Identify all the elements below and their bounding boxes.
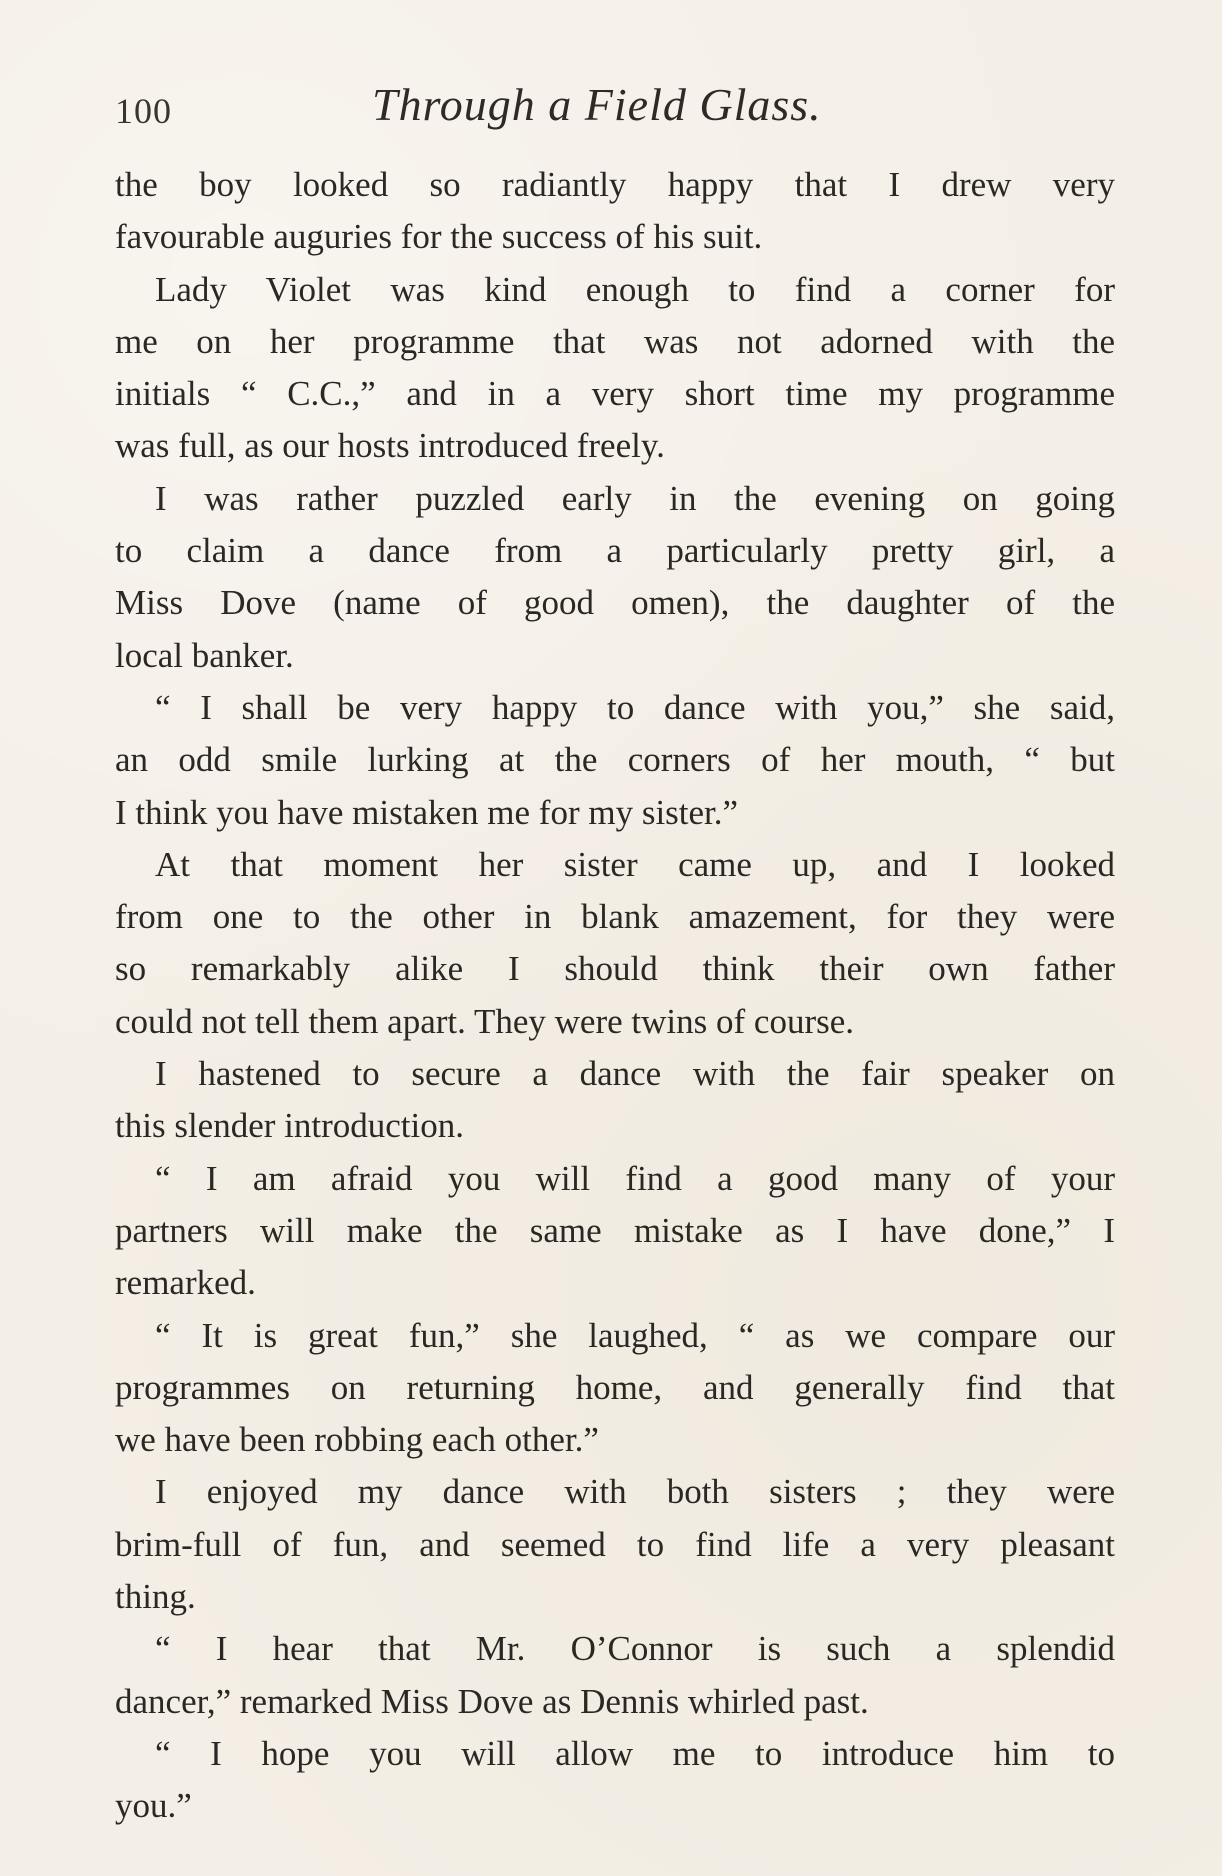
text-line: I think you have mistaken me for my sister.”: [115, 792, 739, 832]
text-line: remarked.: [115, 1263, 256, 1303]
text-line: “ I hear that Mr. O’Connor is such a splendid: [155, 1629, 1115, 1669]
text-line: I was rather puzzled early in the evening on going: [155, 478, 1115, 518]
text-line: At that moment her sister came up, and I looked: [155, 844, 1115, 884]
text-line: initials “ C.C.,” and in a very short time my programme: [115, 374, 1115, 414]
text-line: you.”: [115, 1786, 192, 1826]
page-number: 100: [115, 91, 172, 131]
body-text: [115, 159, 1115, 1833]
text-line: we have been robbing each other.”: [115, 1420, 599, 1460]
text-line: so remarkably alike I should think their own father: [115, 949, 1115, 989]
text-line: brim-full of fun, and seemed to find life a very pleasant: [115, 1524, 1115, 1564]
running-title: Through a Field Glass.: [372, 79, 822, 130]
text-line: to claim a dance from a particularly pretty girl, a: [115, 531, 1115, 571]
text-line: the boy looked so radiantly happy that I drew very: [115, 165, 1115, 204]
text-line: Miss Dove (name of good omen), the daughter of the: [115, 583, 1115, 623]
text-line: “ I hope you will allow me to introduce him to: [155, 1733, 1115, 1773]
page-header: [115, 72, 1115, 142]
text-line: thing.: [115, 1577, 196, 1617]
text-line: “ I am afraid you will find a good many of your: [155, 1158, 1115, 1198]
text-line: local banker.: [115, 635, 294, 675]
text-line: “ It is great fun,” she laughed, “ as we compare our: [155, 1315, 1115, 1355]
text-line: programmes on returning home, and generally find that: [115, 1367, 1115, 1407]
text-line: was full, as our hosts introduced freely.: [115, 426, 665, 466]
text-line: me on her programme that was not adorned with the: [115, 321, 1115, 361]
text-line: this slender introduction.: [115, 1106, 464, 1146]
text-line: from one to the other in blank amazement, for they were: [115, 897, 1115, 937]
text-line: “ I shall be very happy to dance with you,” she said,: [155, 687, 1115, 727]
text-line: I enjoyed my dance with both sisters ; they were: [155, 1472, 1115, 1512]
text-line: I hastened to secure a dance with the fair speaker on: [155, 1054, 1115, 1094]
text-line: could not tell them apart. They were twins of course.: [115, 1001, 854, 1041]
text-line: an odd smile lurking at the corners of her mouth, “ but: [115, 740, 1115, 780]
text-line: Lady Violet was kind enough to find a corner for: [155, 269, 1115, 309]
text-line: dancer,” remarked Miss Dove as Dennis whirled past.: [115, 1681, 869, 1721]
text-line: favourable auguries for the success of his suit.: [115, 217, 763, 257]
text-line: partners will make the same mistake as I have done,” I: [115, 1210, 1115, 1250]
